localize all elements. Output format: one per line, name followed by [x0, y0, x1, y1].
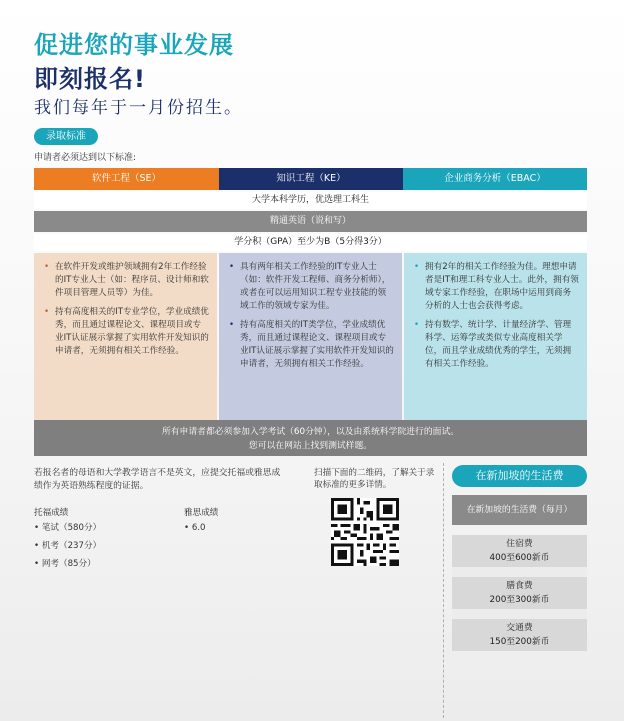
ebac-criterion-item: • 持有数学、统计学、计量经济学、管理科学、运筹学或类似专业高度相关学位，而且学业成绩优秀的学生，无须拥有相关工作经验。 — [412, 319, 579, 371]
toefl-item: • 网考（85分） — [34, 559, 96, 569]
program-header-se: 软件工程（SE） — [34, 168, 219, 190]
english-proficiency-note: 若报名者的母语和大学教学语言不是英文，应提交托福或雅思成绩作为英语熟练程度的证据。 — [34, 468, 281, 491]
entrance-exam-bar — [34, 420, 587, 456]
toefl-title: 托福成绩 — [34, 508, 69, 518]
fee-label: 住宿费 — [506, 539, 533, 549]
ke-criterion-item: • 具有两年相关工作经验的IT专业人士（如：软件开发工程师、商务分析师），或者在可以运用知识工程专业技能的领域工作的领域专家为佳。 — [227, 261, 394, 313]
fee-value: 150至200新币 — [489, 637, 550, 647]
section-divider — [443, 463, 444, 718]
admission-criteria-pill: 录取标准 — [34, 128, 98, 145]
qr-instruction: 扫描下面的二维码，了解关于录取标准的更多详情。 — [314, 468, 435, 490]
toefl-item: • 笔试（580分） — [34, 523, 102, 533]
ielts-title: 雅思成绩 — [184, 508, 219, 518]
se-criterion-item: • 持有高度相关的IT专业学位，学业成绩优秀，而且通过课程论文、课程项目或专业IT认证展示掌握了实用软件开发知识的申请者，无须拥有相关工作经验。 — [42, 306, 209, 358]
english-requirement-row: 精通英语（说和写） — [34, 211, 587, 232]
living-cost-title: 在新加坡的生活费（每月） — [452, 495, 587, 525]
ke-criteria-column — [219, 253, 402, 420]
intake-subtitle: 我们每年于一月份招生。 — [34, 98, 243, 118]
fee-separator — [452, 567, 587, 577]
toefl-list — [34, 519, 101, 573]
requirement-intro: 申请者必须达到以下标准: — [34, 153, 137, 163]
ebac-criterion-item: • 拥有2年的相关工作经验为佳。理想申请者是IT和理工科专业人士。此外，拥有领域专家工作经验，在职场中运用到商务分析的人士也会获得考虑。 — [412, 261, 579, 313]
fee-label: 交通费 — [506, 623, 533, 633]
degree-requirement-row: 大学本科学历，优选理工科生 — [34, 192, 587, 209]
program-header-ebac: 企业商务分析（EBAC） — [403, 168, 587, 190]
gpa-requirement-row: 学分积（GPA）至少为B（5分得3分） — [34, 234, 587, 251]
fee-item-meals — [452, 577, 587, 609]
ielts-item: • 6.0 — [184, 523, 206, 533]
fee-value: 200至300新币 — [489, 595, 550, 605]
fee-label: 膳食费 — [506, 581, 533, 591]
qr-code-icon[interactable] — [331, 498, 399, 566]
headline-line-1: 促进您的事业发展 — [34, 31, 234, 59]
ke-criterion-item: • 持有高度相关的IT类学位，学业成绩优秀，而且通过课程论文、课程项目或专业IT认证展示掌握了实用软件开发知识的申请者，无须拥有相关工作经验。 — [227, 319, 394, 371]
se-criteria-column — [34, 253, 217, 420]
living-cost-pill: 在新加坡的生活费 — [452, 465, 587, 487]
fee-item-accommodation — [452, 535, 587, 567]
sample-test-line: 您可以在网站上找到测试样题。 — [248, 441, 373, 451]
fee-separator — [452, 609, 587, 619]
toefl-item: • 机考（237分） — [34, 541, 102, 551]
fee-value: 400至600新币 — [489, 553, 550, 563]
headline-line-2: 即刻报名! — [34, 65, 146, 93]
ebac-criteria-column — [404, 253, 587, 420]
ielts-list — [184, 519, 205, 537]
program-header-ke: 知识工程（KE） — [219, 168, 403, 190]
fee-item-transport — [452, 619, 587, 651]
se-criterion-item: • 在软件开发或维护领域拥有2年工作经验的IT专业人士（如：程序员、设计师和软件项目管理人员等）为佳。 — [42, 261, 209, 300]
entrance-exam-line: 所有申请者都必须参加入学考试（60分钟），以及由系统科学院进行的面试。 — [161, 427, 460, 437]
